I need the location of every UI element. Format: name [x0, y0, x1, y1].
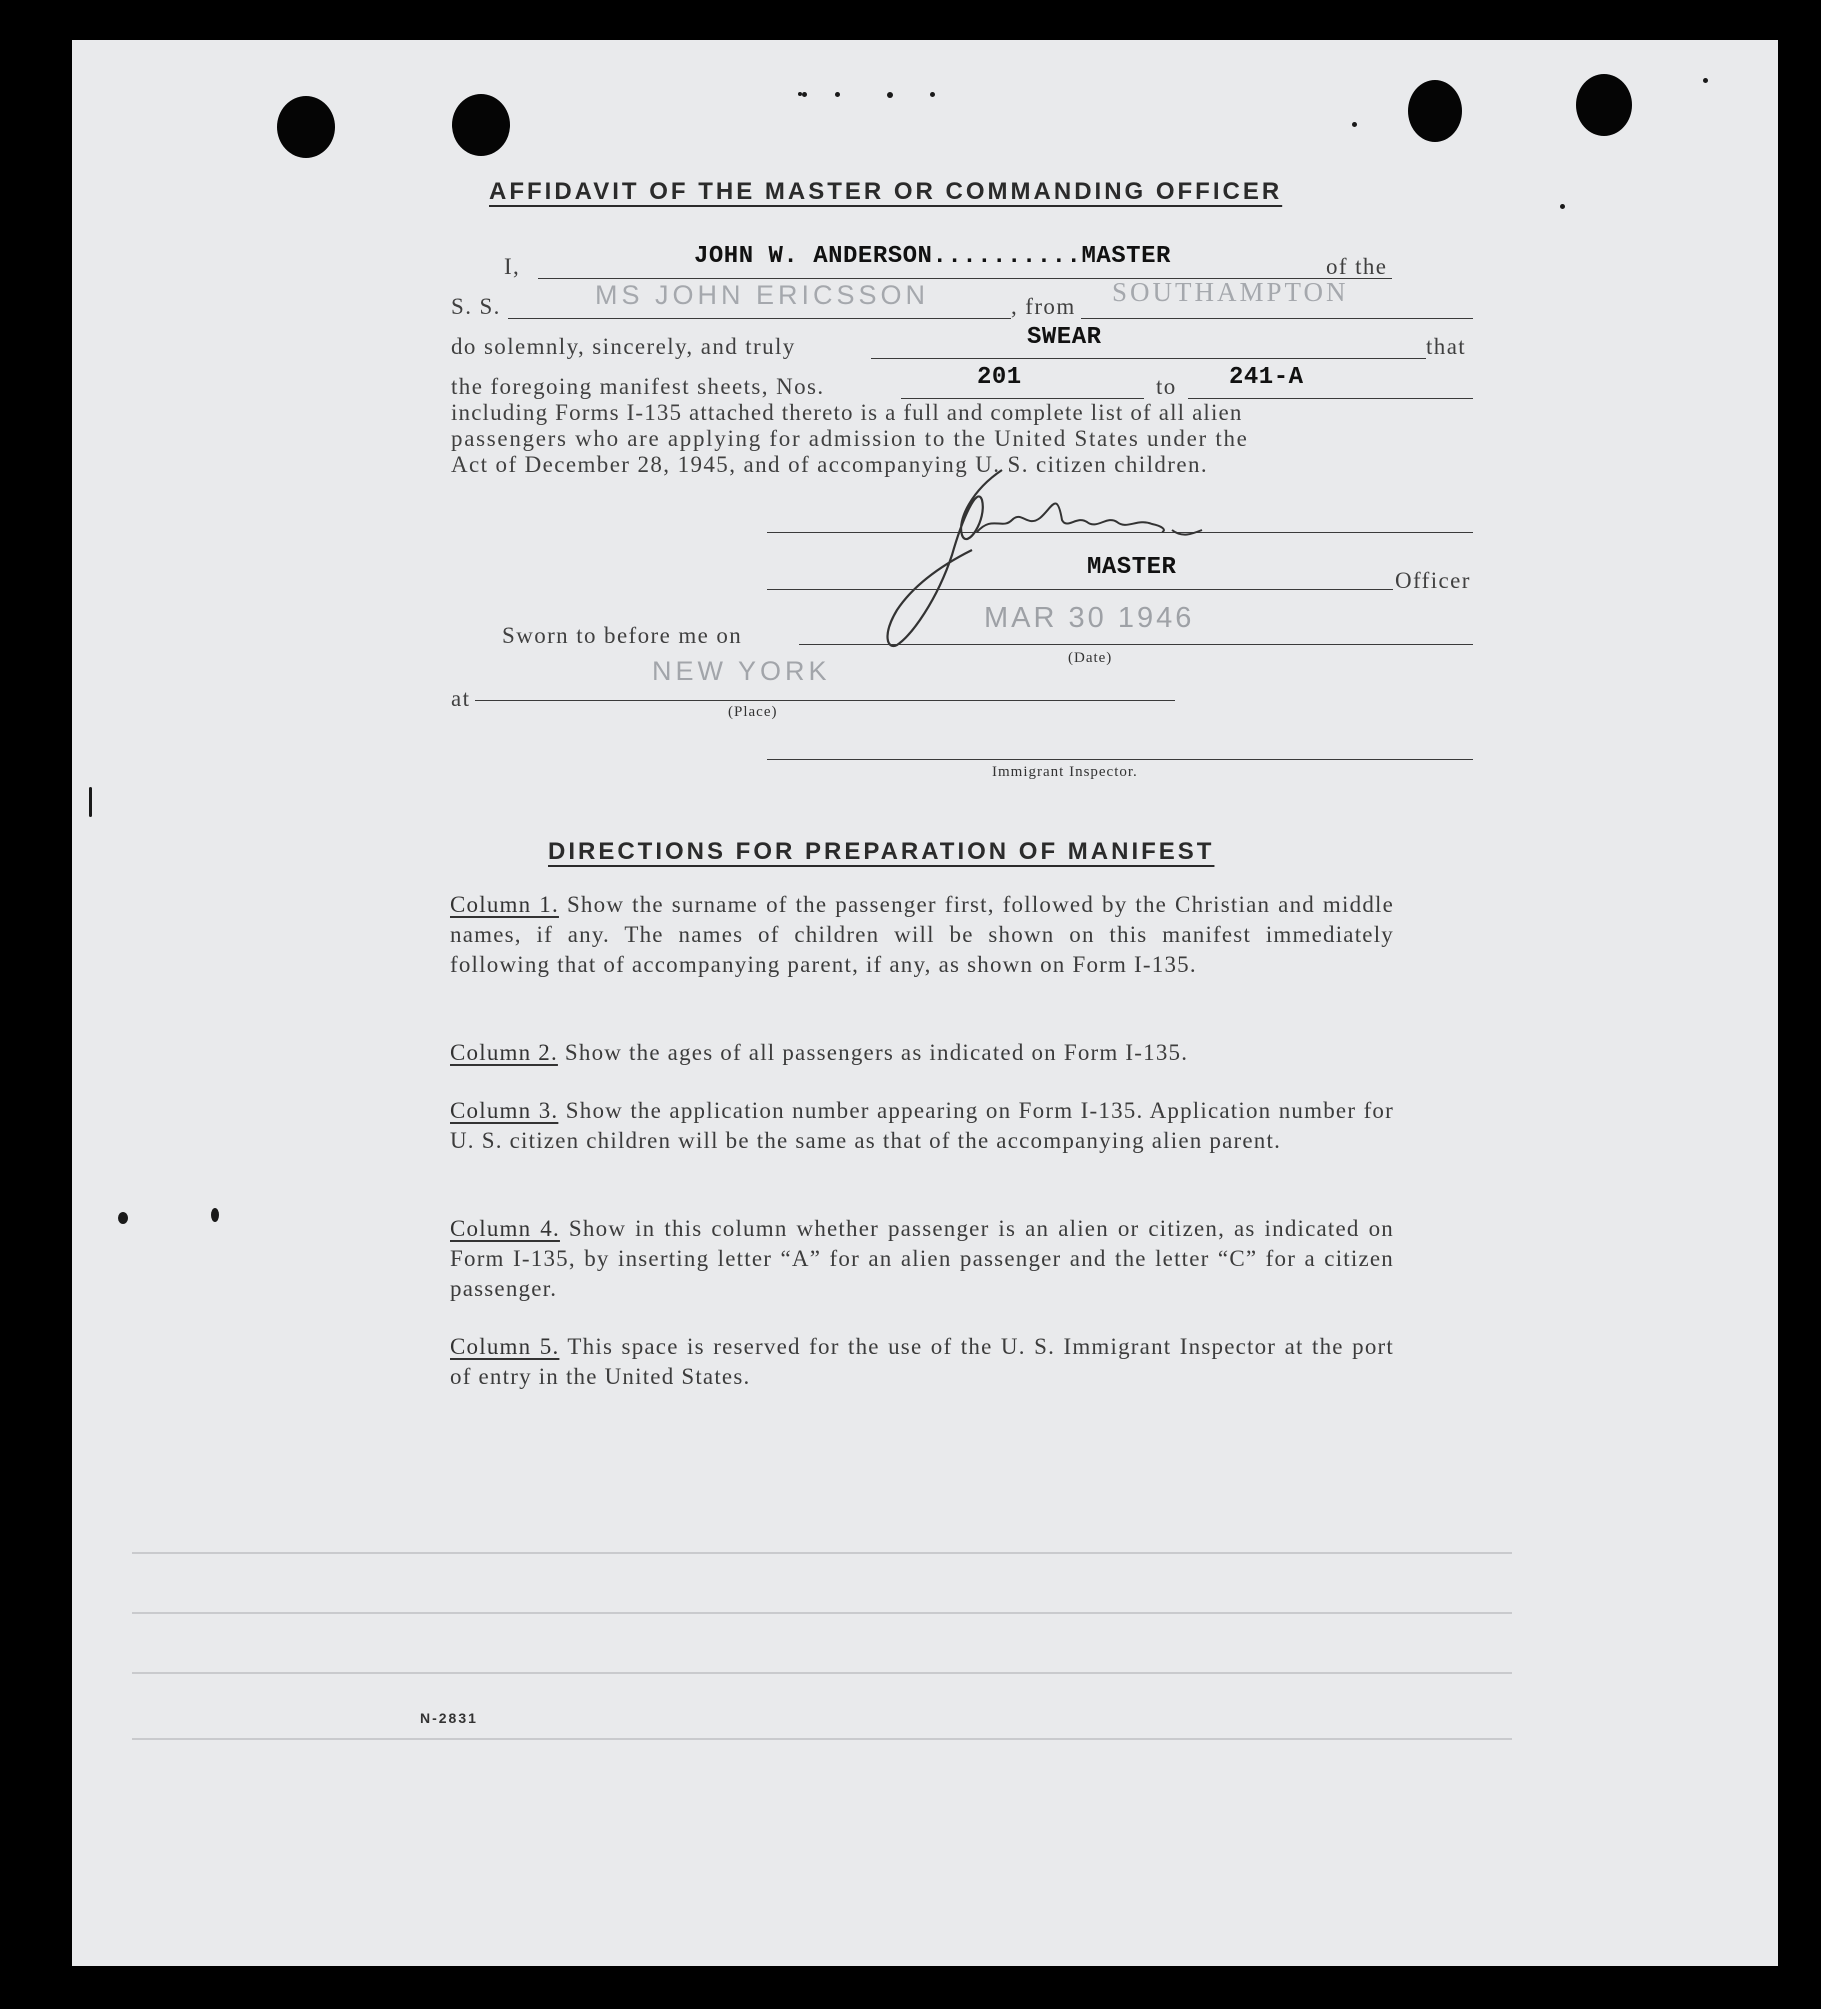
column-1-label: Column 1.	[450, 892, 559, 917]
port-from-line	[1081, 318, 1473, 319]
place-caption: (Place)	[728, 704, 778, 720]
officer-title: MASTER	[1087, 554, 1177, 581]
foregoing-text: the foregoing manifest sheets, Nos.	[451, 374, 825, 399]
speck	[835, 92, 840, 97]
affidavit-body-line-3: Act of December 28, 1945, and of accompanying U. S. citizen children.	[451, 452, 1208, 477]
speck	[1560, 204, 1565, 209]
bleed-through-rule	[132, 1672, 1512, 1674]
speck	[1352, 122, 1357, 127]
speck	[1703, 78, 1708, 83]
ship-name-line	[508, 318, 1011, 319]
sworn-date-line	[799, 644, 1473, 645]
punch-hole-right-1	[1408, 80, 1462, 142]
sheet-to-line	[1188, 398, 1473, 399]
sworn-date-stamp: MAR 30 1946	[984, 602, 1195, 634]
column-4-text: Show in this column whether passenger is an alien or citizen, as indicated on Form I-135, by inserting letter “A” for an alien passenger and the letter “C” for a citizen passenger.	[450, 1216, 1394, 1301]
column-4-direction	[450, 1214, 1394, 1304]
sworn-label: Sworn to before me on	[502, 623, 743, 648]
document-page	[72, 40, 1778, 1966]
speck	[887, 92, 893, 98]
port-from-stamp: SOUTHAMPTON	[1112, 277, 1349, 307]
officer-label: Officer	[1395, 568, 1471, 593]
column-4-label: Column 4.	[450, 1216, 560, 1241]
sheet-from-line	[901, 398, 1144, 399]
date-caption: (Date)	[1068, 650, 1113, 666]
ss-label: S. S.	[451, 294, 501, 319]
column-5-text: This space is reserved for the use of the U. S. Immigrant Inspector at the port of entry in the United States.	[450, 1334, 1394, 1389]
bleed-through-rule	[132, 1612, 1512, 1614]
punch-hole-right-2	[1576, 74, 1632, 136]
form-number: N-2831	[420, 1710, 478, 1726]
sheet-from: 201	[977, 364, 1022, 391]
speck	[89, 787, 92, 817]
to-label: to	[1156, 374, 1177, 399]
speck	[802, 92, 807, 97]
punch-hole-left-2	[452, 94, 510, 156]
column-5-label: Column 5.	[450, 1334, 560, 1359]
column-3-direction	[450, 1096, 1394, 1156]
column-1-text: Show the surname of the passenger first, followed by the Christian and middle names, if any. The names of children will be shown on this manifest immediately following that of accompanying parent, if any, as shown on Form I-135.	[450, 892, 1395, 977]
officer-line	[767, 589, 1393, 590]
i-label: I,	[504, 254, 521, 279]
oath-line	[871, 358, 1426, 359]
speck	[930, 92, 935, 97]
place-line	[475, 700, 1175, 701]
affidavit-heading: AFFIDAVIT OF THE MASTER OR COMMANDING OFFICER	[489, 178, 1283, 205]
of-the-label: of the	[1326, 254, 1388, 279]
column-3-label: Column 3.	[450, 1098, 559, 1123]
solemnly-text: do solemnly, sincerely, and truly	[451, 334, 796, 359]
affidavit-body-line-2: passengers who are applying for admission to the United States under the	[451, 426, 1249, 451]
master-name: JOHN W. ANDERSON..........MASTER	[694, 243, 1171, 270]
oath-value: SWEAR	[1027, 324, 1102, 351]
from-label: , from	[1011, 294, 1076, 319]
ship-name-stamp: MS JOHN ERICSSON	[595, 280, 930, 310]
speck	[211, 1208, 219, 1222]
place-stamp: NEW YORK	[652, 656, 831, 686]
bleed-through-rule	[132, 1738, 1512, 1740]
column-3-text: Show the application number appearing on Form I-135. Application number for U. S. citizen children will be the same as that of the accompanying alien parent.	[450, 1098, 1394, 1153]
speck	[118, 1212, 128, 1224]
column-2-direction	[450, 1038, 1394, 1068]
column-1-direction	[450, 890, 1394, 980]
column-2-label: Column 2.	[450, 1040, 558, 1065]
at-label: at	[451, 686, 471, 711]
bleed-through-rule	[132, 1552, 1512, 1554]
column-2-text: Show the ages of all passengers as indicated on Form I-135.	[564, 1040, 1189, 1065]
punch-hole-left-1	[277, 96, 335, 158]
that-label: that	[1426, 334, 1467, 359]
column-5-direction	[450, 1332, 1394, 1392]
sheet-to: 241-A	[1229, 364, 1304, 391]
inspector-line	[767, 759, 1473, 760]
directions-heading: DIRECTIONS FOR PREPARATION OF MANIFEST	[548, 838, 1215, 865]
affidavit-body-line-1: including Forms I-135 attached thereto is a full and complete list of all alien	[451, 400, 1243, 425]
inspector-caption: Immigrant Inspector.	[992, 764, 1138, 780]
